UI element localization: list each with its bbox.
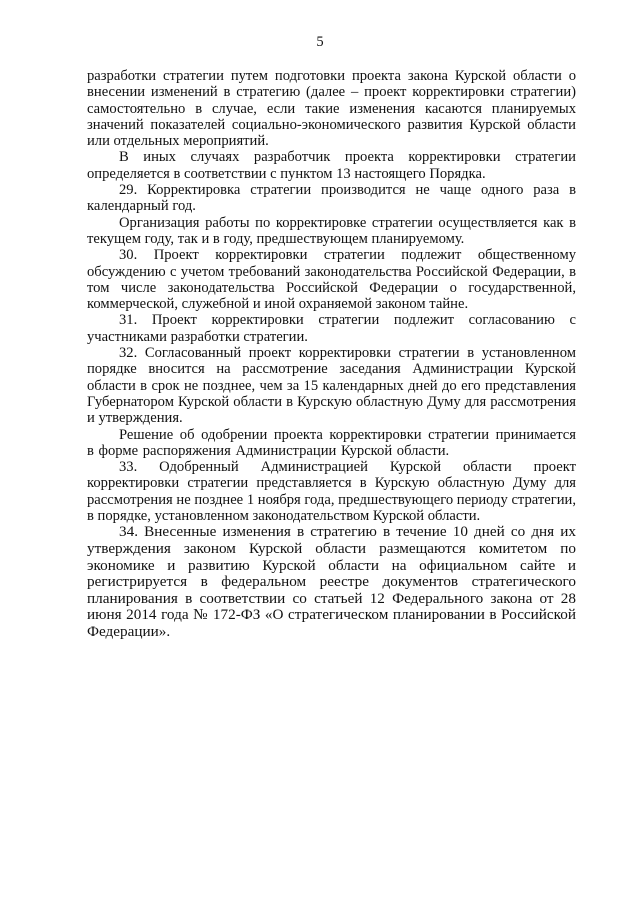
paragraph-approval-decision: Решение об одобрении проекта корректировки стратегии принимается в форме распоряжения Администрации Курской области. (87, 426, 576, 459)
paragraph-developer-other-cases: В иных случаях разработчик проекта корректировки стратегии определяется в соответствии с пунктом 13 настоящего Порядка. (87, 149, 576, 182)
page-number: 5 (316, 34, 324, 50)
paragraph-continuation: разработки стратегии путем подготовки проекта закона Курской области о внесении изменений в стратегию (далее – проект корректировки стратегии) самостоятельно в случае, если такие изменения касаются планируемых значений показателей социально-экономического развития Курской области или отдельных мероприятий. (87, 68, 576, 150)
paragraph-clause-31: 31. Проект корректировки стратегии подлежит согласованию с участниками разработки стратегии. (87, 312, 576, 345)
paragraph-clause-29: 29. Корректировка стратегии производится не чаще одного раза в календарный год. (87, 182, 576, 215)
paragraph-organization-of-work: Организация работы по корректировке стратегии осуществляется как в текущем году, так и в году, предшествующем планируемому. (87, 214, 576, 247)
paragraph-clause-32: 32. Согласованный проект корректировки стратегии в установленном порядке вносится на рассмотрение заседания Администрации Курской области в срок не позднее, чем за 15 календарных дней до его представления Губернатором Курской области в Курскую областную Думу для рассмотрения и утверждения. (87, 345, 576, 427)
paragraph-clause-30: 30. Проект корректировки стратегии подлежит общественному обсуждению с учетом требований законодательства Российской Федерации, в том числе законодательства Российской Федерации о государственной, коммерческой, служебной и иной охраняемой законом тайне. (87, 247, 576, 313)
document-body (87, 68, 576, 640)
paragraph-clause-33: 33. Одобренный Администрацией Курской области проект корректировки стратегии представляется в Курскую областную Думу для рассмотрения не позднее 1 ноября года, предшествующего периоду стратегии, в порядке, установленном законодательством Курской области. (87, 459, 576, 525)
paragraph-clause-34: 34. Внесенные изменения в стратегию в течение 10 дней со дня их утверждения законом Курской области размещаются комитетом по экономике и развитию Курской области на официальном сайте и регистрируется в федеральном реестре документов стратегического планирования в соответствии со статьей 12 Федерального закона от 28 июня 2014 года № 172-ФЗ «О стратегическом планировании в Российской Федерации». (87, 523, 576, 640)
